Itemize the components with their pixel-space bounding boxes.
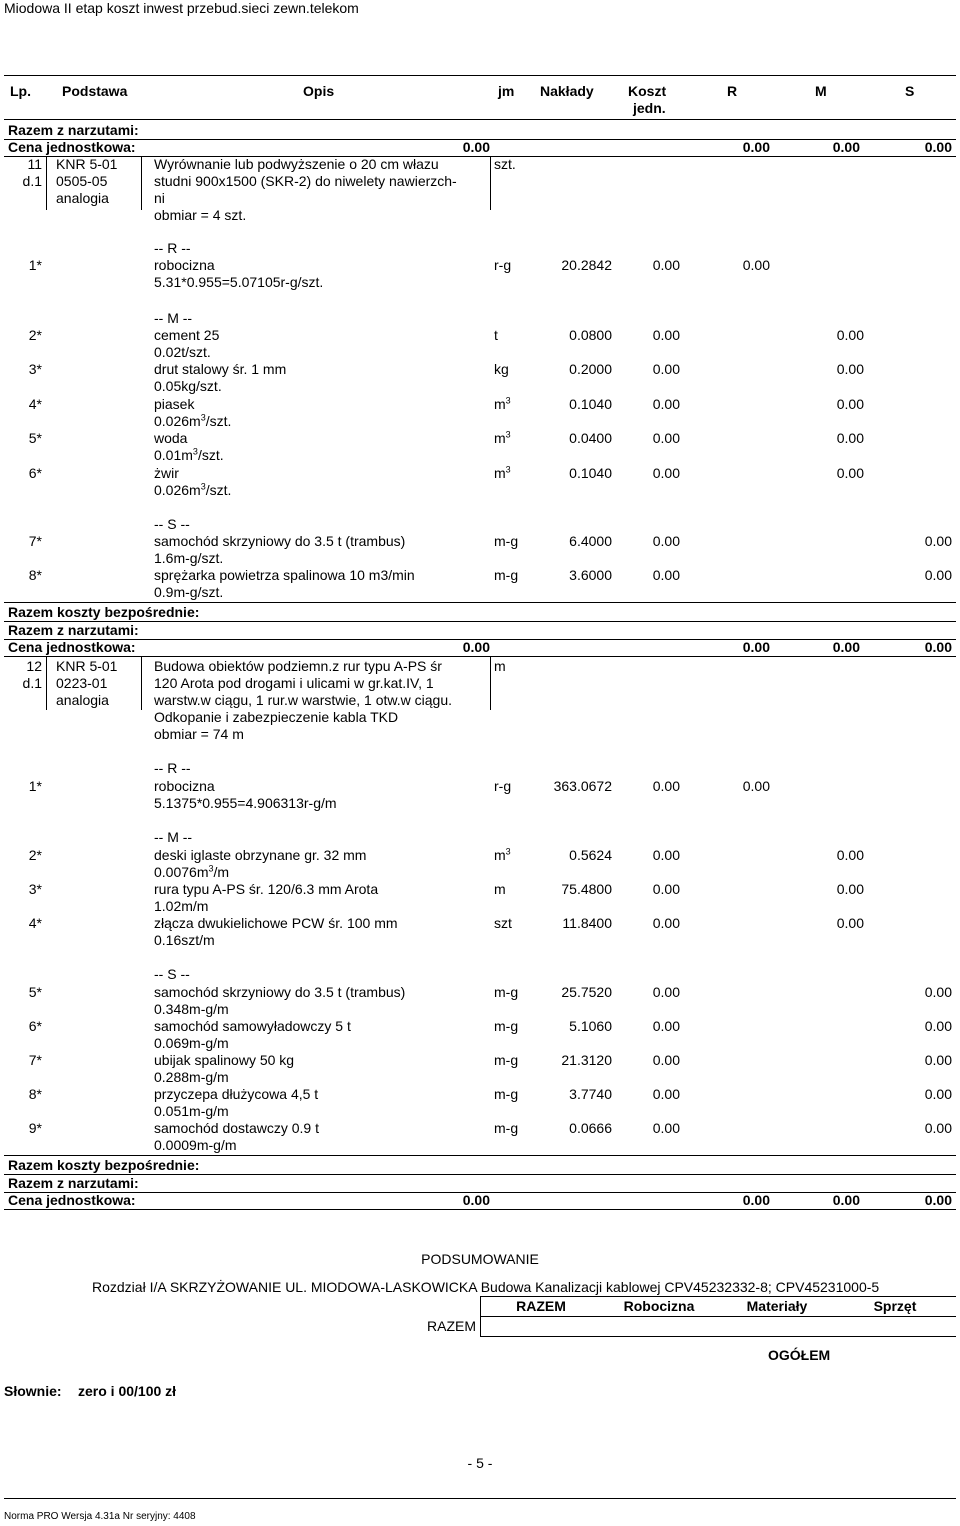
row-qty: 3.6000 — [569, 567, 612, 583]
cena-jedn-value: 0.00 — [462, 639, 490, 655]
row-norm: $0.01m^3$/szt. — [154, 446, 224, 463]
cena-jedn-label: Cena jednostkowa: — [8, 639, 136, 655]
row-lp: 7* — [28, 1052, 42, 1068]
summary-col-robocizna: Robocizna — [623, 1298, 695, 1314]
row-unit: t — [494, 327, 498, 343]
row-lp: 2* — [28, 847, 42, 863]
row-name: cement 25 — [154, 327, 220, 343]
row-value: 0.00 — [836, 915, 864, 931]
rule — [4, 602, 956, 603]
row-value: 0.00 — [836, 465, 864, 481]
row-qty: 20.2842 — [561, 257, 612, 273]
row-name: piasek — [154, 396, 195, 412]
cena-s-value: 0.00 — [924, 639, 952, 655]
row-lp: 5* — [28, 984, 42, 1000]
row-value: 0.00 — [924, 1052, 952, 1068]
row-norm: 0.05kg/szt. — [154, 378, 222, 394]
row-qty: 5.1060 — [569, 1018, 612, 1034]
row-unit: m-g — [494, 533, 519, 549]
rule — [490, 656, 491, 710]
rule — [4, 656, 956, 657]
r-group-heading: -- R -- — [154, 240, 191, 256]
page-number: - 5 - — [467, 1455, 493, 1471]
pos-base: KNR 5-01 — [56, 156, 118, 172]
header-bottom-rule — [4, 119, 956, 120]
row-name: przyczepa dłużycowa 4,5 t — [154, 1086, 319, 1102]
cena-jedn-value: 0.00 — [462, 1192, 490, 1208]
rule — [4, 1155, 956, 1156]
razem-narzut-label: Razem z narzutami: — [8, 622, 139, 638]
row-price: 0.00 — [652, 1086, 680, 1102]
row-name: deski iglaste obrzynane gr. 32 mm — [154, 847, 367, 863]
row-value: 0.00 — [836, 430, 864, 446]
rule — [480, 1296, 481, 1336]
summary-ogolem: OGÓŁEM — [768, 1347, 831, 1363]
row-name: ubijak spalinowy 50 kg — [154, 1052, 295, 1068]
pos-base-code: 0505-05 — [56, 173, 108, 189]
s-group-heading: -- S -- — [154, 516, 190, 532]
row-price: 0.00 — [652, 881, 680, 897]
row-name: samochód skrzyniowy do 3.5 t (trambus) — [154, 533, 406, 549]
header-s: S — [905, 83, 915, 99]
s-group-heading: -- S -- — [154, 966, 190, 982]
row-qty: 3.7740 — [569, 1086, 612, 1102]
row-price: 0.00 — [652, 567, 680, 583]
cena-s-value: 0.00 — [924, 1192, 952, 1208]
rule — [480, 1336, 956, 1337]
row-name: woda — [154, 430, 188, 446]
row-norm: 1.02m/m — [154, 898, 209, 914]
row-unit: m-g — [494, 1018, 519, 1034]
row-price: 0.00 — [652, 361, 680, 377]
row-lp: 2* — [28, 327, 42, 343]
row-unit: r-g — [494, 257, 512, 273]
razem-narzut-label: Razem z narzutami: — [8, 122, 139, 138]
row-price: 0.00 — [652, 465, 680, 481]
row-price: 0.00 — [652, 1018, 680, 1034]
row-value: 0.00 — [742, 257, 770, 273]
pos-base-code: 0223-01 — [56, 675, 108, 691]
rule — [480, 1296, 956, 1297]
row-norm: 0.069m-g/m — [154, 1035, 229, 1051]
row-lp: 8* — [28, 1086, 42, 1102]
slownie-value: zero i 00/100 zł — [78, 1383, 177, 1399]
cena-s-value: 0.00 — [924, 139, 952, 155]
header-jm: jm — [498, 83, 515, 99]
footer-note: Norma PRO Wersja 4.31a Nr seryjny: 4408 — [4, 1511, 196, 1522]
row-value: 0.00 — [836, 396, 864, 412]
row-lp: 9* — [28, 1120, 42, 1136]
row-lp: 3* — [28, 881, 42, 897]
row-qty: 363.0672 — [553, 778, 612, 794]
row-qty: 0.2000 — [569, 361, 612, 377]
row-name: samochód samowyładowczy 5 t — [154, 1018, 351, 1034]
pos-base: KNR 5-01 — [56, 658, 118, 674]
rule — [46, 656, 47, 710]
pos-number-sub: d.1 — [22, 173, 42, 189]
header-m: M — [815, 83, 827, 99]
row-norm: 0.02t/szt. — [154, 344, 211, 360]
row-price: 0.00 — [652, 1052, 680, 1068]
cena-r-value: 0.00 — [742, 639, 770, 655]
row-qty: 11.8400 — [562, 915, 612, 931]
row-qty: 25.7520 — [561, 984, 612, 1000]
row-name: samochód dostawczy 0.9 t — [154, 1120, 319, 1136]
row-price: 0.00 — [652, 396, 680, 412]
row-value: 0.00 — [836, 327, 864, 343]
row-norm: $0.026m^3$/szt. — [154, 412, 232, 429]
pos-desc-line: studni 900x1500 (SKR-2) do niwelety nawierzch- — [154, 173, 457, 189]
row-norm: 1.6m-g/szt. — [154, 550, 224, 566]
row-lp: 1* — [28, 257, 42, 273]
pos-desc-line: Budowa obiektów podziemn.z rur typu A-PS śr — [154, 658, 442, 674]
row-price: 0.00 — [652, 1120, 680, 1136]
header-jedn: jedn. — [633, 100, 666, 116]
header-koszt: Koszt — [628, 83, 667, 99]
cena-jedn-value: 0.00 — [462, 139, 490, 155]
row-norm: $0.0076m^3/m$ — [154, 863, 230, 880]
rule — [4, 1174, 956, 1175]
row-price: 0.00 — [652, 327, 680, 343]
row-price: 0.00 — [652, 984, 680, 1000]
row-norm: 0.0009m-g/m — [154, 1137, 237, 1153]
rule — [490, 156, 491, 210]
pos-unit: szt. — [494, 156, 516, 172]
row-price: 0.00 — [652, 533, 680, 549]
row-price: 0.00 — [652, 778, 680, 794]
pos-desc-line: ni — [154, 190, 165, 206]
row-price: 0.00 — [652, 430, 680, 446]
rule — [46, 156, 47, 210]
row-unit: r-g — [494, 778, 512, 794]
pos-desc-line: Wyrównanie lub podwyższenie o 20 cm włazu — [154, 156, 439, 172]
summary-col-sprzet: Sprzęt — [873, 1298, 917, 1314]
row-lp: 7* — [28, 533, 42, 549]
row-value: 0.00 — [924, 1086, 952, 1102]
summary-row-label: RAZEM — [427, 1318, 476, 1334]
row-lp: 5* — [28, 430, 42, 446]
row-name: sprężarka powietrza spalinowa 10 m3/min — [154, 567, 415, 583]
row-lp: 6* — [28, 465, 42, 481]
m-group-heading: -- M -- — [154, 310, 193, 326]
razem-bezp-label: Razem koszty bezpośrednie: — [8, 604, 200, 620]
row-lp: 4* — [28, 915, 42, 931]
row-value: 0.00 — [742, 778, 770, 794]
row-price: 0.00 — [652, 847, 680, 863]
row-lp: 1* — [28, 778, 42, 794]
row-unit: $m^3$ — [494, 395, 511, 412]
row-qty: 21.3120 — [561, 1052, 612, 1068]
cena-r-value: 0.00 — [742, 1192, 770, 1208]
row-name: drut stalowy śr. 1 mm — [154, 361, 287, 377]
row-value: 0.00 — [924, 1120, 952, 1136]
pos-desc-line: 120 Arota pod drogami i ulicami w gr.kat.IV, 1 — [154, 675, 434, 691]
cena-m-value: 0.00 — [832, 1192, 860, 1208]
header-podstawa: Podstawa — [62, 83, 128, 99]
rule — [4, 156, 956, 157]
row-norm: 0.348m-g/m — [154, 1001, 229, 1017]
slownie-label: Słownie: — [4, 1383, 62, 1399]
header-r: R — [727, 83, 738, 99]
row-value: 0.00 — [836, 881, 864, 897]
row-unit: m-g — [494, 1120, 519, 1136]
document-title: Miodowa II etap koszt inwest przebud.sieci zewn.telekom — [4, 0, 359, 16]
row-unit: m — [494, 881, 506, 897]
row-unit: $m^3$ — [494, 846, 511, 863]
row-unit: kg — [494, 361, 509, 377]
row-value: 0.00 — [924, 984, 952, 1000]
row-unit: $m^3$ — [494, 464, 511, 481]
row-unit: m-g — [494, 1086, 519, 1102]
row-unit: m-g — [494, 567, 519, 583]
row-value: 0.00 — [924, 533, 952, 549]
cena-m-value: 0.00 — [832, 639, 860, 655]
header-lp: Lp. — [10, 83, 31, 99]
row-qty: 6.4000 — [569, 533, 612, 549]
rule — [141, 156, 142, 210]
row-lp: 3* — [28, 361, 42, 377]
row-qty: 0.0666 — [569, 1120, 612, 1136]
razem-narzut-label: Razem z narzutami: — [8, 1175, 139, 1191]
row-lp: 4* — [28, 396, 42, 412]
row-price: 0.00 — [652, 915, 680, 931]
row-name: rura typu A-PS śr. 120/6.3 mm Arota — [154, 881, 379, 897]
row-unit: m-g — [494, 1052, 519, 1068]
row-name: robocizna — [154, 778, 215, 794]
razem-bezp-label: Razem koszty bezpośrednie: — [8, 1157, 200, 1173]
rule — [480, 1316, 956, 1317]
summary-heading: PODSUMOWANIE — [421, 1251, 539, 1267]
row-unit: m-g — [494, 984, 519, 1000]
row-qty: 0.0800 — [569, 327, 612, 343]
row-lp: 6* — [28, 1018, 42, 1034]
cena-jedn-label: Cena jednostkowa: — [8, 1192, 136, 1208]
rule — [4, 621, 956, 622]
row-qty: 75.4800 — [561, 881, 612, 897]
cena-jedn-label: Cena jednostkowa: — [8, 139, 136, 155]
pos-number: 11 — [27, 156, 42, 172]
header-opis: Opis — [303, 83, 335, 99]
row-price: 0.00 — [652, 257, 680, 273]
row-norm: 0.16szt/m — [154, 932, 215, 948]
row-value: 0.00 — [836, 847, 864, 863]
row-norm: 0.9m-g/szt. — [154, 584, 224, 600]
header-naklady: Nakłady — [540, 83, 594, 99]
pos-number: 12 — [26, 658, 42, 674]
rule — [4, 1498, 956, 1499]
pos-base-note: analogia — [56, 692, 109, 708]
row-unit: $m^3$ — [494, 429, 511, 446]
rule — [4, 1209, 956, 1210]
row-lp: 8* — [28, 567, 42, 583]
row-name: złącza dwukielichowe PCW śr. 100 mm — [154, 915, 398, 931]
header-top-rule — [4, 75, 956, 76]
row-unit: szt — [494, 915, 512, 931]
pos-base-note: analogia — [56, 190, 109, 206]
row-name: żwir — [154, 465, 179, 481]
row-norm: 5.31*0.955=5.07105r-g/szt. — [154, 274, 324, 290]
row-name: samochód skrzyniowy do 3.5 t (trambus) — [154, 984, 406, 1000]
row-value: 0.00 — [924, 567, 952, 583]
pos-unit: m — [494, 658, 506, 674]
row-value: 0.00 — [924, 1018, 952, 1034]
row-name: robocizna — [154, 257, 215, 273]
cena-r-value: 0.00 — [742, 139, 770, 155]
row-norm: 0.051m-g/m — [154, 1103, 229, 1119]
row-qty: 0.1040 — [569, 465, 612, 481]
row-qty: 0.1040 — [569, 396, 612, 412]
pos-number-sub: d.1 — [22, 675, 42, 691]
r-group-heading: -- R -- — [154, 760, 191, 776]
summary-col-materialy: Materiały — [746, 1298, 808, 1314]
row-qty: 0.0400 — [569, 430, 612, 446]
rule — [141, 656, 142, 710]
m-group-heading: -- M -- — [154, 829, 193, 845]
cena-m-value: 0.00 — [832, 139, 860, 155]
row-value: 0.00 — [836, 361, 864, 377]
pos-desc-line: warstw.w ciągu, 1 rur.w warstwie, 1 otw.w ciągu. — [154, 692, 452, 708]
summary-col-razem: RAZEM — [516, 1298, 566, 1314]
row-norm: 5.1375*0.955=4.906313r-g/m — [154, 795, 337, 811]
row-qty: 0.5624 — [569, 847, 612, 863]
row-norm: 0.288m-g/m — [154, 1069, 229, 1085]
pos-obmiar: obmiar = 4 szt. — [154, 207, 247, 223]
summary-section: Rozdział I/A SKRZYŻOWANIE UL. MIODOWA-LASKOWICKA Budowa Kanalizacji kablowej CPV45232332-8; CPV45231000-5 — [92, 1279, 880, 1295]
row-norm: $0.026m^3$/szt. — [154, 481, 232, 498]
pos-desc-line: Odkopanie i zabezpieczenie kabla TKD — [154, 709, 399, 725]
pos-obmiar: obmiar = 74 m — [154, 726, 244, 742]
